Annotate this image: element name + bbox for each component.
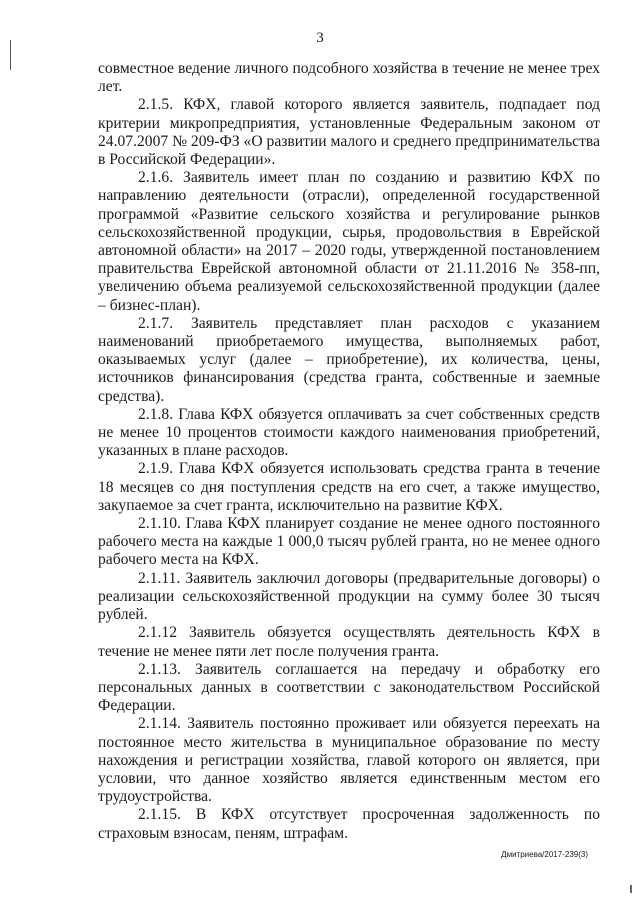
paragraph-2-1-11: 2.1.11. Заявитель заключил договоры (предварительные договоры) о реализации сельскохозяйственной продукции на сумму более 30 тысяч рублей. <box>98 569 600 624</box>
paragraph-2-1-15: 2.1.15. В КФХ отсутствует просроченная задолженность по страховым взносам, пеням, штрафам. <box>98 806 600 842</box>
edge-mark <box>630 885 632 893</box>
page-number: 3 <box>316 30 324 46</box>
paragraph-2-1-14: 2.1.14. Заявитель постоянно проживает или обязуется переехать на постоянное место жительства в муниципальное образование по месту нахождения и регистрации хозяйства, главой которого он является, при условии, что данное хозяйство является единственным местом его трудоустройства. <box>98 715 600 806</box>
paragraph-2-1-6: 2.1.6. Заявитель имеет план по созданию и развитию КФХ по направлению деятельности (отрасли), определенной государственной программой «Развитие сельского хозяйства и регулирование рынков сельскохозяйственной продукции, сырья, продовольствия в Еврейской автономной области» на 2017 – 2020 годы, утвержденной постановлением правительства Еврейской автономной области от 21.11.2016 № 358-пп, увеличению объема реализуемой сельскохозяйственной продукции (далее – бизнес-план). <box>98 169 600 314</box>
paragraph-2-1-8: 2.1.8. Глава КФХ обязуется оплачивать за счет собственных средств не менее 10 процентов стоимости каждого наименования приобретений, указанных в плане расходов. <box>98 405 600 460</box>
document-footer-code: Дмитриева/2017-239(3) <box>501 850 588 859</box>
paragraph-2-1-13: 2.1.13. Заявитель соглашается на передачу и обработку его персональных данных в соответствии с законодательством Российской Федерации. <box>98 660 600 715</box>
paragraph-2-1-5: 2.1.5. КФХ, главой которого является заявитель, подпадает под критерии микропредприятия, установленные Федеральным законом от 24.07.2007 № 209-ФЗ «О развитии малого и среднего предпринимательства в Российской Федерации». <box>98 96 600 169</box>
paragraph-2-1-7: 2.1.7. Заявитель представляет план расходов с указанием наименований приобретаемого имущества, выполняемых работ, оказываемых услуг (далее – приобретение), их количества, цены, источников финансирования (средства гранта, собственные и заемные средства). <box>98 314 600 405</box>
paragraph-2-1-10: 2.1.10. Глава КФХ планирует создание не менее одного постоянного рабочего места на каждые 1 000,0 тысяч рублей гранта, но не менее одного рабочего места на КФХ. <box>98 515 600 569</box>
paragraph-continuation: совместное ведение личного подсобного хозяйства в течение не менее трех лет. <box>98 60 600 96</box>
paragraph-2-1-12: 2.1.12 Заявитель обязуется осуществлять деятельность КФХ в течение не менее пяти лет после получения гранта. <box>98 624 600 660</box>
paragraph-2-1-9: 2.1.9. Глава КФХ обязуется использовать средства гранта в течение 18 месяцев со дня поступления средств на его счет, а также имущество, закупаемое за счет гранта, исключительно на развитие КФХ. <box>98 460 600 514</box>
document-body <box>98 60 600 843</box>
